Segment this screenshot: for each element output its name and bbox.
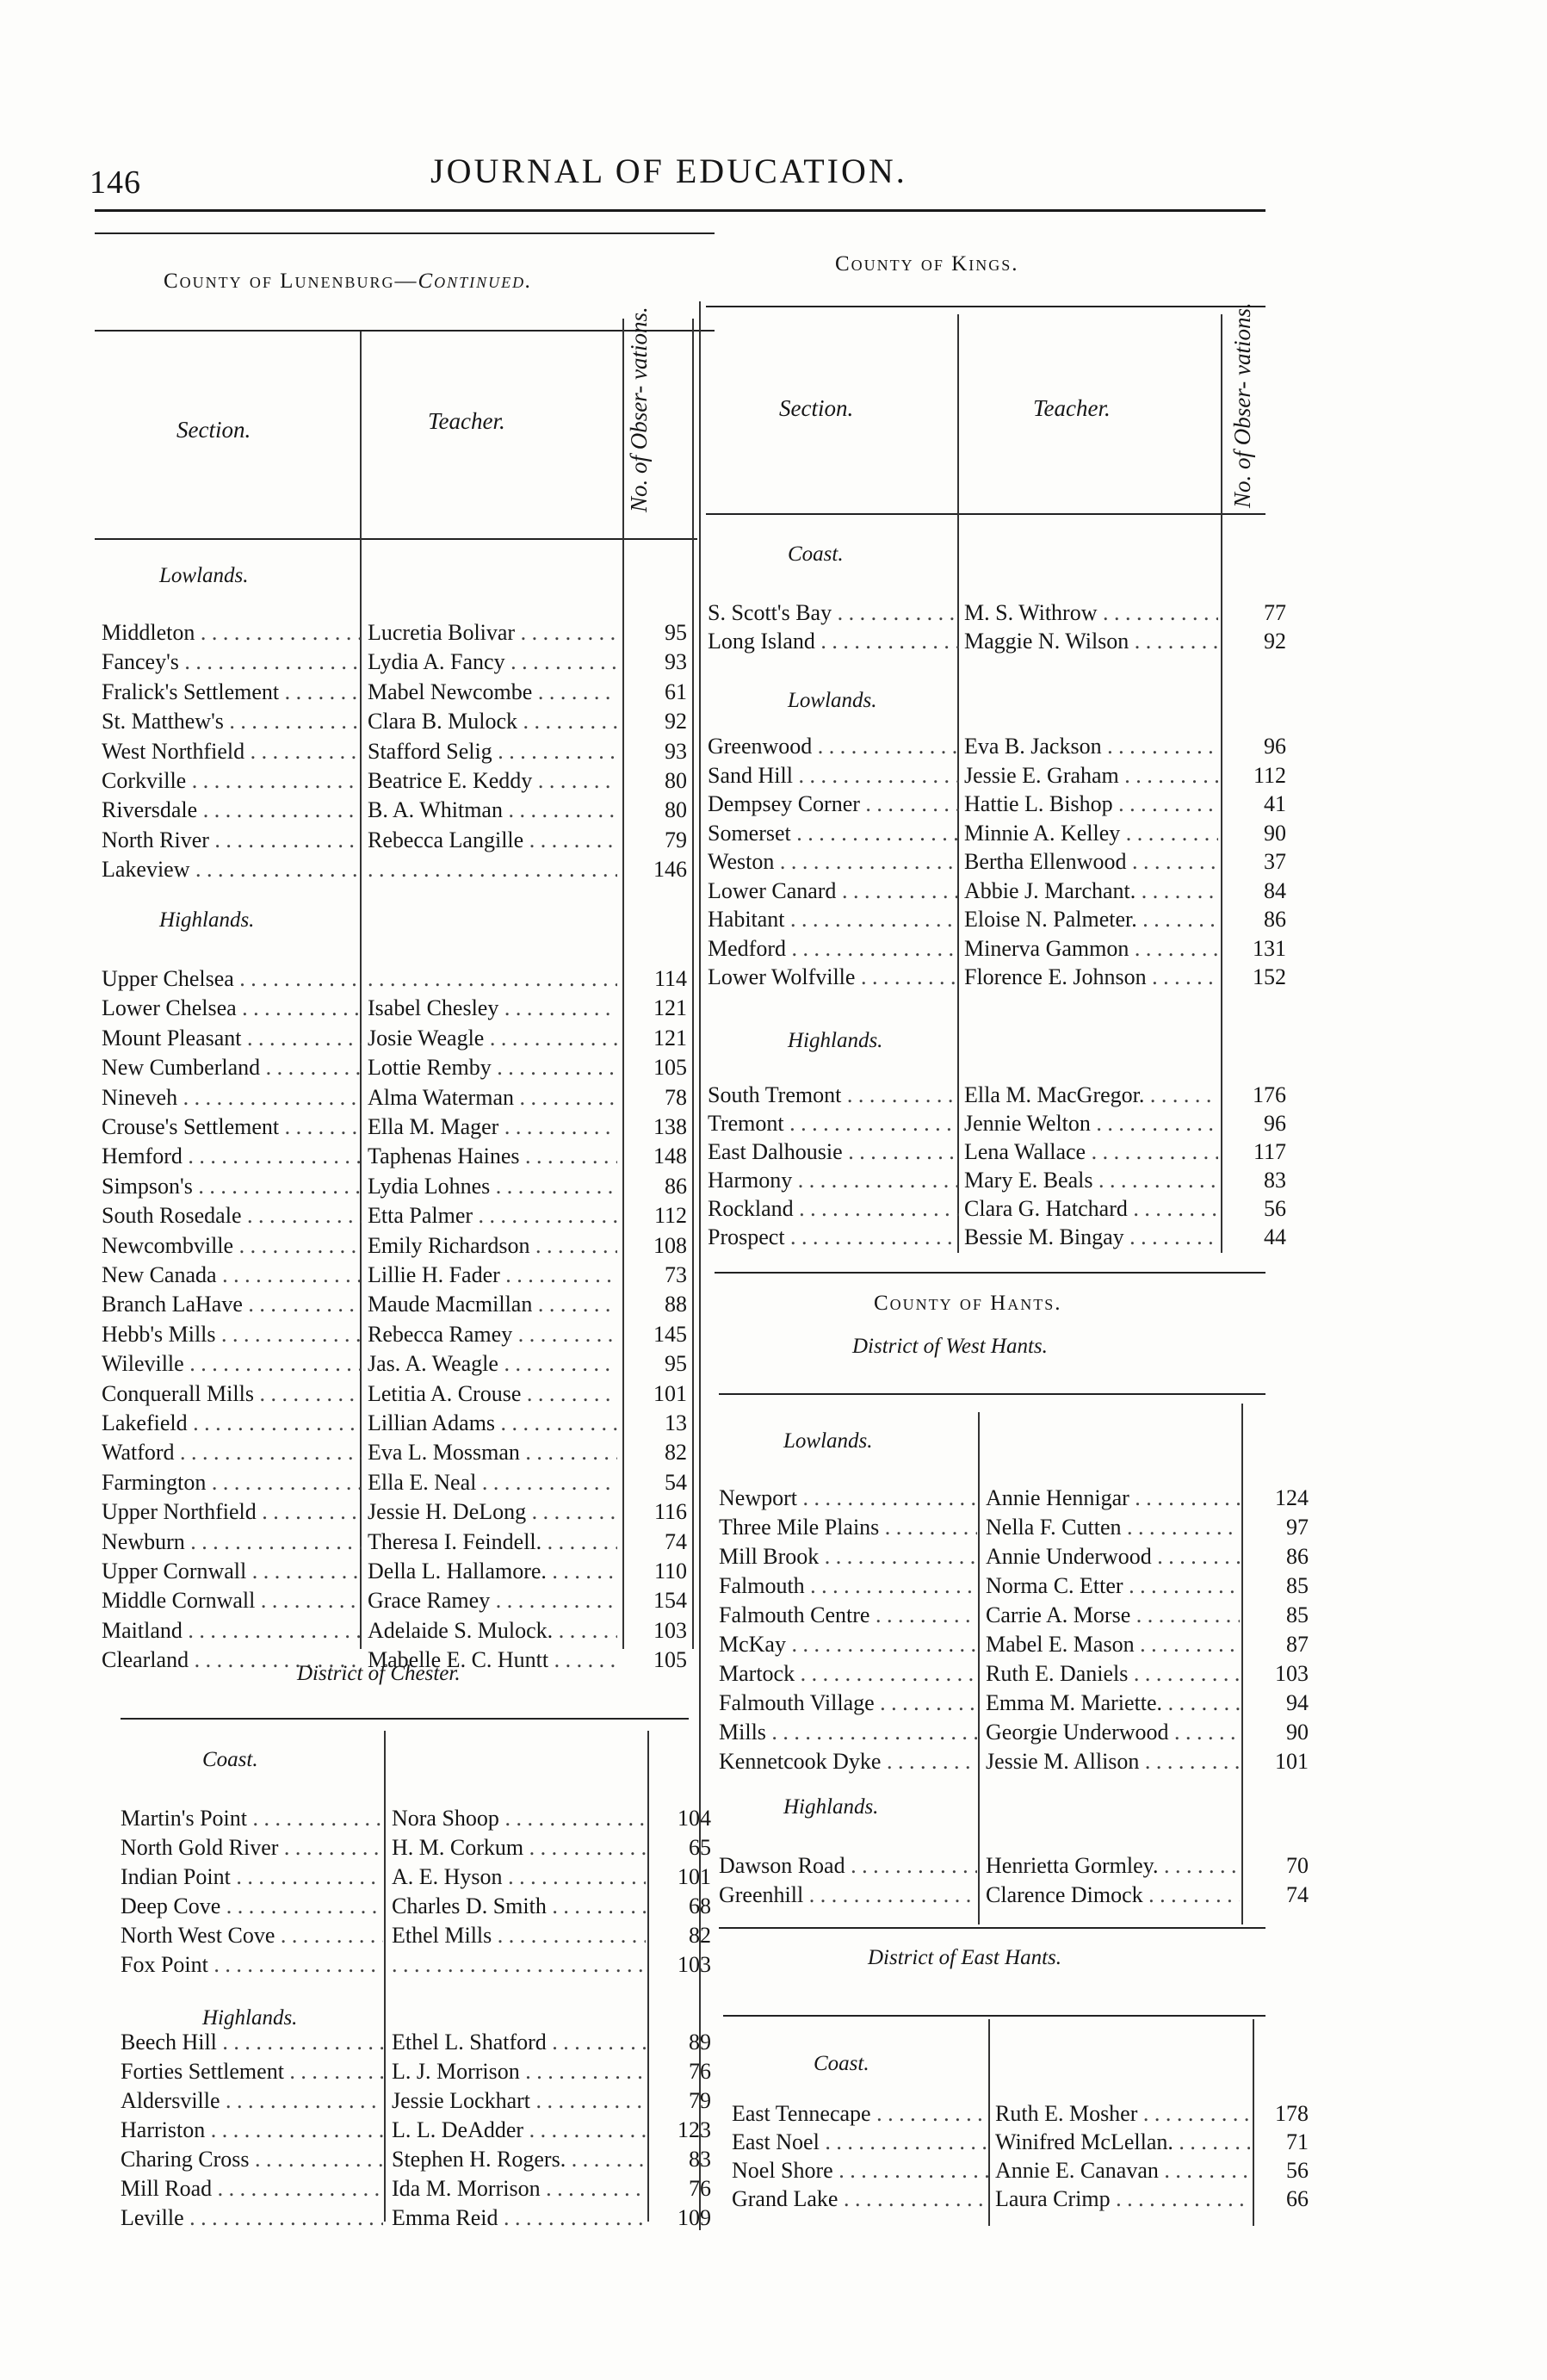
observation-count: 152 <box>1253 964 1286 989</box>
observation-count: 123 <box>678 2117 711 2142</box>
observation-count: 83 <box>689 2147 711 2172</box>
teacher-name: Abbie J. Marchant. . . . <box>964 877 1218 905</box>
teacher-name: Josie Weagle . . . <box>368 1024 617 1052</box>
observation-count: 80 <box>665 768 687 793</box>
section-name: Upper Chelsea . . . <box>102 964 362 993</box>
observation-count: 109 <box>678 2205 711 2230</box>
observation-count: 86 <box>1286 1544 1309 1569</box>
section-name: Conquerall Mills . . . <box>102 1379 362 1408</box>
observation-count: 101 <box>678 1864 711 1889</box>
teacher-name: Della L. Hallamore. . . . <box>368 1557 617 1585</box>
observation-count: 146 <box>653 857 687 883</box>
section-name: New Canada . . . <box>102 1261 362 1289</box>
section-name: S. Scott's Bay . . . <box>708 598 959 627</box>
section-name: Wileville . . . <box>102 1349 362 1378</box>
section-name: Lower Wolfville . . . <box>708 963 959 991</box>
section-name: St. Matthew's . . . <box>102 707 362 735</box>
teacher-name: Jessie M. Allison . . . <box>986 1747 1240 1776</box>
observation-count: 176 <box>1253 1082 1286 1107</box>
section-name: Simpson's . . . <box>102 1172 362 1200</box>
section-name: Dawson Road . . . <box>719 1851 977 1880</box>
observation-count: 103 <box>1275 1661 1309 1686</box>
observation-count: 78 <box>665 1084 687 1110</box>
teacher-name: Beatrice E. Keddy . . . <box>368 766 617 795</box>
section-name: Hemford . . . <box>102 1142 362 1170</box>
section-name: Fralick's Settlement . . . <box>102 678 362 706</box>
district-title-east-hants: District of East Hants. <box>868 1946 1062 1969</box>
teacher-name: Alma Waterman . . . <box>368 1083 617 1112</box>
section-name: Weston . . . <box>708 847 959 876</box>
group-heading: Highlands. <box>159 908 255 932</box>
teacher-name: Etta Palmer . . . <box>368 1201 617 1230</box>
observation-count: 121 <box>653 995 687 1021</box>
observation-count: 80 <box>665 797 687 823</box>
rule-west-hants <box>719 1393 1265 1395</box>
observation-count: 85 <box>1286 1602 1309 1627</box>
teacher-name: Lottie Remby . . . <box>368 1053 617 1082</box>
group-heading: Lowlands. <box>159 564 249 587</box>
vline-east-1 <box>988 2019 990 2226</box>
observation-count: 154 <box>653 1588 687 1614</box>
observation-count: 124 <box>1275 1485 1309 1510</box>
observation-count: 56 <box>1286 2158 1309 2183</box>
rule-lunenburg-header-bottom <box>95 538 697 540</box>
section-name: Newburn . . . <box>102 1528 362 1556</box>
section-name: Aldersville . . . <box>121 2086 383 2115</box>
teacher-name: Ruth E. Daniels . . . <box>986 1659 1240 1688</box>
teacher-name: B. A. Whitman . . . <box>368 796 617 824</box>
section-name: Medford . . . <box>708 934 959 963</box>
observation-count: 92 <box>1264 629 1286 654</box>
observation-count: 61 <box>665 679 687 704</box>
colhead-teacher-right: Teacher. <box>1033 395 1111 421</box>
teacher-name: Letitia A. Crouse . . . <box>368 1379 617 1408</box>
observation-count: 65 <box>689 1835 711 1860</box>
section-name: Three Mile Plains . . . <box>719 1513 977 1541</box>
county-title-hants: County of Hants. <box>874 1292 1062 1315</box>
group-heading: Coast. <box>788 542 844 566</box>
observation-count: 90 <box>1286 1720 1309 1745</box>
group-heading: Lowlands. <box>788 689 877 712</box>
section-name: Deep Cove . . . <box>121 1892 383 1920</box>
observation-count: 73 <box>665 1262 687 1287</box>
section-name: Lower Chelsea . . . <box>102 994 362 1022</box>
observation-count: 94 <box>1286 1690 1309 1715</box>
teacher-name: Carrie A. Morse . . . <box>986 1601 1240 1629</box>
section-name: Lakeview . . . <box>102 855 362 883</box>
observation-count: 79 <box>665 827 687 852</box>
teacher-name <box>392 1950 646 1979</box>
teacher-name: Adelaide S. Mulock. . . . <box>368 1616 617 1645</box>
rule-lunenburg-under-title <box>95 330 715 332</box>
section-name: Fox Point . . . <box>121 1950 383 1979</box>
section-name: East Dalhousie . . . <box>708 1137 959 1166</box>
section-name: Harriston . . . <box>121 2116 383 2144</box>
observation-count: 74 <box>665 1528 687 1554</box>
observation-count: 121 <box>653 1025 687 1051</box>
teacher-name: Maggie N. Wilson . . . <box>964 627 1218 655</box>
section-name: Mill Brook . . . <box>719 1542 977 1571</box>
teacher-name: Eloise N. Palmeter. . . . <box>964 905 1218 933</box>
vline-chester-1 <box>384 1731 386 2222</box>
section-name: Falmouth . . . <box>719 1571 977 1600</box>
teacher-name: Ethel Mills . . . <box>392 1921 646 1949</box>
observation-count: 68 <box>689 1893 711 1918</box>
section-name: Crouse's Settlement . . . <box>102 1113 362 1141</box>
section-name: South Rosedale . . . <box>102 1201 362 1230</box>
teacher-name: H. M. Corkum . . . <box>392 1833 646 1862</box>
section-name: Corkville . . . <box>102 766 362 795</box>
group-heading: Lowlands. <box>783 1429 873 1453</box>
observation-count: 84 <box>1264 877 1286 903</box>
teacher-name: Lillian Adams . . . <box>368 1409 617 1437</box>
rule-lunenburg-top <box>95 232 715 234</box>
section-name: Branch LaHave . . . <box>102 1290 362 1318</box>
section-name: Beech Hill . . . <box>121 2028 383 2056</box>
teacher-name: Stafford Selig . . . <box>368 737 617 765</box>
section-name: East Tennecape . . . <box>732 2099 988 2128</box>
observation-count: 116 <box>653 1499 687 1525</box>
section-name: Prospect . . . <box>708 1223 959 1251</box>
rule-east-hants <box>723 2015 1265 2017</box>
teacher-name: Lillie H. Fader . . . <box>368 1261 617 1289</box>
observation-count: 70 <box>1286 1853 1309 1878</box>
teacher-name: Minerva Gammon . . . <box>964 934 1218 963</box>
observation-count: 93 <box>665 738 687 764</box>
colhead-teacher-left: Teacher. <box>428 408 505 434</box>
observation-count: 37 <box>1264 849 1286 874</box>
page-number: 146 <box>90 164 141 201</box>
colhead-observations-right: No. of Obser- vations. <box>1229 302 1255 508</box>
teacher-name: L. J. Morrison . . . <box>392 2057 646 2086</box>
section-name: Leville . . . <box>121 2203 383 2232</box>
section-name: McKay . . . <box>719 1630 977 1658</box>
continued-label: Continued. <box>418 270 533 293</box>
teacher-name: Laura Crimp . . . <box>995 2185 1250 2213</box>
teacher-name: Lena Wallace . . . <box>964 1137 1218 1166</box>
colhead-section-left: Section. <box>176 417 251 443</box>
teacher-name: Jessie Lockhart . . . <box>392 2086 646 2115</box>
section-name: Grand Lake . . . <box>732 2185 988 2213</box>
teacher-name: Jas. A. Weagle . . . <box>368 1349 617 1378</box>
section-name: Greenwood . . . <box>708 732 959 760</box>
observation-count: 71 <box>1286 2129 1309 2154</box>
teacher-name: Theresa I. Feindell. . . . <box>368 1528 617 1556</box>
teacher-name <box>368 964 617 993</box>
county-title-kings: County of Kings. <box>835 252 1019 276</box>
district-title-west-hants: District of West Hants. <box>852 1335 1048 1358</box>
teacher-name: Lydia A. Fancy . . . <box>368 648 617 676</box>
section-name: Upper Cornwall . . . <box>102 1557 362 1585</box>
teacher-name: Eva B. Jackson . . . <box>964 732 1218 760</box>
section-name: Middleton . . . <box>102 618 362 647</box>
observation-count: 103 <box>678 1952 711 1977</box>
running-head: JOURNAL OF EDUCATION. <box>430 152 907 190</box>
district-title-chester: District of Chester. <box>297 1662 461 1685</box>
rule-west-hants-bottom <box>719 1927 1265 1929</box>
teacher-name <box>368 855 617 883</box>
observation-count: 82 <box>689 1923 711 1948</box>
teacher-name: Annie Underwood . . . <box>986 1542 1240 1571</box>
teacher-name: Jessie E. Graham . . . <box>964 761 1218 790</box>
section-name: North River . . . <box>102 826 362 854</box>
section-name: Mill Road . . . <box>121 2174 383 2203</box>
section-name: Clearland . . . <box>102 1646 362 1674</box>
vline-right-2 <box>1221 314 1222 1253</box>
observation-count: 87 <box>1286 1632 1309 1657</box>
section-name: Harmony . . . <box>708 1166 959 1194</box>
teacher-name: Eva L. Mossman . . . <box>368 1438 617 1466</box>
teacher-name: Clara G. Hatchard . . . <box>964 1194 1218 1223</box>
section-name: Lakefield . . . <box>102 1409 362 1437</box>
teacher-name: Emily Richardson . . . <box>368 1231 617 1260</box>
teacher-name: Minnie A. Kelley . . . <box>964 819 1218 847</box>
teacher-name: Lydia Lohnes . . . <box>368 1172 617 1200</box>
section-name: Charing Cross . . . <box>121 2145 383 2173</box>
section-name: Forties Settlement . . . <box>121 2057 383 2086</box>
section-name: Hebb's Mills . . . <box>102 1320 362 1348</box>
observation-count: 138 <box>653 1114 687 1139</box>
teacher-name: Bessie M. Bingay . . . <box>964 1223 1218 1251</box>
section-name: Long Island . . . <box>708 627 959 655</box>
observation-count: 44 <box>1264 1224 1286 1249</box>
teacher-name: Ida M. Morrison . . . <box>392 2174 646 2203</box>
vline-hants-2 <box>1241 1404 1243 1924</box>
rule-chester <box>121 1718 689 1720</box>
teacher-name: Ruth E. Mosher . . . <box>995 2099 1250 2128</box>
observation-count: 56 <box>1264 1196 1286 1221</box>
observation-count: 89 <box>689 2030 711 2055</box>
section-name: Falmouth Centre . . . <box>719 1601 977 1629</box>
section-name: North West Cove . . . <box>121 1921 383 1949</box>
teacher-name: Lucretia Bolivar . . . <box>368 618 617 647</box>
observation-count: 92 <box>665 709 687 734</box>
teacher-name: Annie E. Canavan . . . <box>995 2156 1250 2185</box>
teacher-name: Nora Shoop . . . <box>392 1804 646 1832</box>
observation-count: 88 <box>665 1292 687 1317</box>
section-name: Indian Point . . . <box>121 1862 383 1891</box>
section-name: Martin's Point . . . <box>121 1804 383 1832</box>
teacher-name: Winifred McLellan. . . . <box>995 2128 1250 2156</box>
colhead-section-right: Section. <box>779 395 854 421</box>
vline-left-3 <box>692 319 694 1649</box>
teacher-name: Maude Macmillan . . . <box>368 1290 617 1318</box>
teacher-name: Jennie Welton . . . <box>964 1109 1218 1137</box>
observation-count: 85 <box>1286 1573 1309 1598</box>
observation-count: 145 <box>653 1321 687 1347</box>
teacher-name: Mabel Newcombe . . . <box>368 678 617 706</box>
observation-count: 96 <box>1264 734 1286 759</box>
header-rule <box>95 209 1265 212</box>
observation-count: 105 <box>653 1647 687 1673</box>
county-title-lunenburg <box>164 270 532 294</box>
observation-count: 110 <box>653 1559 687 1584</box>
observation-count: 76 <box>689 2059 711 2084</box>
teacher-name: Ethel L. Shatford . . . <box>392 2028 646 2056</box>
section-name: West Northfield . . . <box>102 737 362 765</box>
section-name: Maitland . . . <box>102 1616 362 1645</box>
teacher-name: Mabelle E. C. Huntt . . . <box>368 1646 617 1674</box>
observation-count: 74 <box>1286 1882 1309 1907</box>
rule-kings-under-title <box>706 306 1265 307</box>
observation-count: 105 <box>653 1055 687 1081</box>
observation-count: 117 <box>1253 1139 1286 1164</box>
section-name: Falmouth Village . . . <box>719 1689 977 1717</box>
observation-count: 82 <box>665 1440 687 1466</box>
observation-count: 83 <box>1264 1168 1286 1193</box>
vline-chester-2 <box>647 1731 649 2222</box>
observation-count: 148 <box>653 1144 687 1169</box>
section-name: Newport . . . <box>719 1484 977 1512</box>
section-name: Lower Canard . . . <box>708 877 959 905</box>
section-name: Farmington . . . <box>102 1468 362 1497</box>
teacher-name: Hattie L. Bishop . . . <box>964 790 1218 818</box>
teacher-name: Jessie H. DeLong . . . <box>368 1497 617 1526</box>
teacher-name: Norma C. Etter . . . <box>986 1571 1240 1600</box>
section-name: Sand Hill . . . <box>708 761 959 790</box>
teacher-name: Georgie Underwood . . . <box>986 1718 1240 1746</box>
section-name: Martock . . . <box>719 1659 977 1688</box>
teacher-name: Grace Ramey . . . <box>368 1586 617 1615</box>
rule-kings-header-bottom <box>706 513 1265 515</box>
section-name: South Tremont . . . <box>708 1081 959 1109</box>
teacher-name: Charles D. Smith . . . <box>392 1892 646 1920</box>
teacher-name: Annie Hennigar . . . <box>986 1484 1240 1512</box>
section-name: North Gold River . . . <box>121 1833 383 1862</box>
teacher-name: Bertha Ellenwood . . . <box>964 847 1218 876</box>
vline-page-divider <box>699 301 701 2230</box>
section-name: Rockland . . . <box>708 1194 959 1223</box>
section-name: New Cumberland . . . <box>102 1053 362 1082</box>
observation-count: 13 <box>665 1410 687 1435</box>
vline-hants-1 <box>978 1412 980 1924</box>
observation-count: 54 <box>665 1469 687 1495</box>
observation-count: 112 <box>1253 762 1286 788</box>
group-heading: Highlands. <box>788 1029 883 1052</box>
section-name: Habitant . . . <box>708 905 959 933</box>
teacher-name: Emma M. Mariette. . . . <box>986 1689 1240 1717</box>
teacher-name: Rebecca Ramey . . . <box>368 1320 617 1348</box>
section-name: Riversdale . . . <box>102 796 362 824</box>
teacher-name: Ella E. Neal . . . <box>368 1468 617 1497</box>
observation-count: 90 <box>1264 820 1286 846</box>
teacher-name: Henrietta Gormley. . . . <box>986 1851 1240 1880</box>
section-name: Newcombville . . . <box>102 1231 362 1260</box>
observation-count: 178 <box>1275 2101 1309 2126</box>
observation-count: 104 <box>678 1806 711 1831</box>
teacher-name: Mabel E. Mason . . . <box>986 1630 1240 1658</box>
teacher-name: Isabel Chesley . . . <box>368 994 617 1022</box>
observation-count: 95 <box>665 1351 687 1377</box>
teacher-name: A. E. Hyson . . . <box>392 1862 646 1891</box>
rule-kings-bottom <box>715 1272 1265 1274</box>
observation-count: 101 <box>653 1380 687 1406</box>
teacher-name: Emma Reid . . . <box>392 2203 646 2232</box>
teacher-name: Ella M. Mager . . . <box>368 1113 617 1141</box>
section-name: Tremont . . . <box>708 1109 959 1137</box>
group-heading: Highlands. <box>202 2006 298 2030</box>
section-name: East Noel . . . <box>732 2128 988 2156</box>
section-name: Middle Cornwall . . . <box>102 1586 362 1615</box>
observation-count: 41 <box>1264 791 1286 816</box>
observation-count: 86 <box>1264 907 1286 932</box>
section-name: Somerset . . . <box>708 819 959 847</box>
group-heading: Coast. <box>814 2052 869 2075</box>
section-name: Watford . . . <box>102 1438 362 1466</box>
observation-count: 96 <box>1264 1111 1286 1136</box>
section-name: Dempsey Corner . . . <box>708 790 959 818</box>
observation-count: 86 <box>665 1173 687 1199</box>
group-heading: Highlands. <box>783 1795 879 1819</box>
group-heading: Coast. <box>202 1748 258 1771</box>
observation-count: 93 <box>665 649 687 675</box>
section-name: Upper Northfield . . . <box>102 1497 362 1526</box>
section-name: Noel Shore . . . <box>732 2156 988 2185</box>
section-name: Mount Pleasant . . . <box>102 1024 362 1052</box>
teacher-name: Nella F. Cutten . . . <box>986 1513 1240 1541</box>
teacher-name: Clara B. Mulock . . . <box>368 707 617 735</box>
teacher-name: Rebecca Langille . . . <box>368 826 617 854</box>
section-name: Nineveh . . . <box>102 1083 362 1112</box>
teacher-name: Clarence Dimock . . . <box>986 1881 1240 1909</box>
observation-count: 101 <box>1275 1749 1309 1774</box>
observation-count: 76 <box>689 2176 711 2201</box>
observation-count: 77 <box>1264 600 1286 625</box>
observation-count: 66 <box>1286 2186 1309 2211</box>
section-name: Fancey's . . . <box>102 648 362 676</box>
observation-count: 131 <box>1253 935 1286 961</box>
teacher-name: L. L. DeAdder . . . <box>392 2116 646 2144</box>
observation-count: 108 <box>653 1232 687 1258</box>
teacher-name: Stephen H. Rogers. . . . <box>392 2145 646 2173</box>
vline-left-2 <box>622 319 624 1649</box>
observation-count: 95 <box>665 620 687 645</box>
colhead-observations-left: No. of Obser- vations. <box>626 307 652 512</box>
county-name: County of Lunenburg— <box>164 270 418 293</box>
observation-count: 79 <box>689 2088 711 2113</box>
vline-east-2 <box>1253 2019 1254 2226</box>
teacher-name: Mary E. Beals . . . <box>964 1166 1218 1194</box>
observation-count: 112 <box>653 1203 687 1229</box>
observation-count: 103 <box>653 1617 687 1643</box>
teacher-name: Florence E. Johnson . . . <box>964 963 1218 991</box>
teacher-name: Taphenas Haines . . . <box>368 1142 617 1170</box>
section-name: Greenhill . . . <box>719 1881 977 1909</box>
observation-count: 114 <box>653 966 687 991</box>
section-name: Mills . . . <box>719 1718 977 1746</box>
section-name: Kennetcook Dyke . . . <box>719 1747 977 1776</box>
teacher-name: M. S. Withrow . . . <box>964 598 1218 627</box>
observation-count: 97 <box>1286 1515 1309 1540</box>
teacher-name: Ella M. MacGregor. . . . <box>964 1081 1218 1109</box>
